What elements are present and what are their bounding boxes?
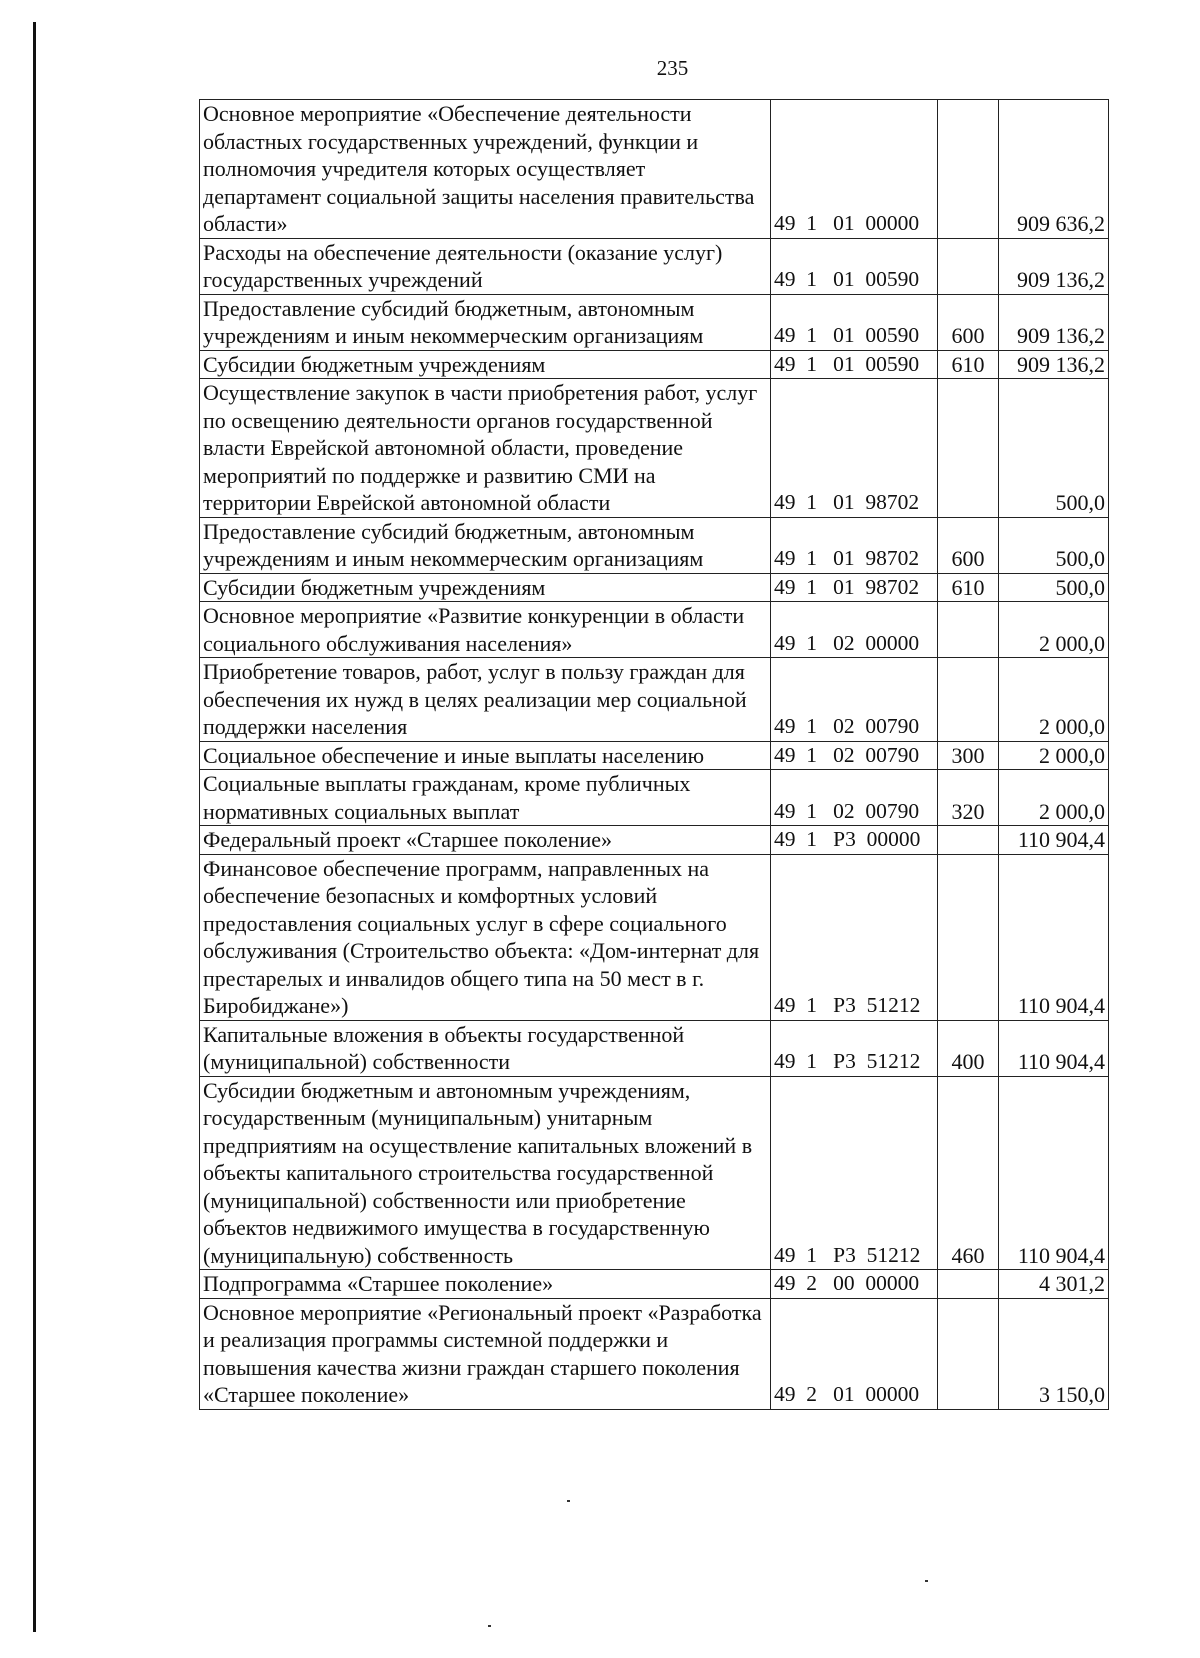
row-target-code: 49 1 01 00590 <box>771 294 938 350</box>
row-target-code: 49 1 01 00000 <box>771 100 938 239</box>
row-amount: 500,0 <box>999 379 1109 518</box>
table-row <box>200 294 1109 350</box>
row-amount: 909 136,2 <box>999 294 1109 350</box>
table-row <box>200 238 1109 294</box>
row-target-code: 49 1 P3 00000 <box>771 826 938 855</box>
table-row <box>200 573 1109 602</box>
table-row <box>200 517 1109 573</box>
row-name: Субсидии бюджетным учреждениям <box>200 573 771 602</box>
row-expense-type <box>938 658 999 742</box>
row-target-code: 49 1 01 98702 <box>771 379 938 518</box>
row-amount: 110 904,4 <box>999 1076 1109 1270</box>
row-target-code: 49 1 02 00790 <box>771 658 938 742</box>
row-name: Предоставление субсидий бюджетным, автономным учреждениям и иным некоммерческим организациям <box>200 517 771 573</box>
row-expense-type <box>938 854 999 1020</box>
row-expense-type: 400 <box>938 1020 999 1076</box>
row-name: Подпрограмма «Старшее поколение» <box>200 1270 771 1299</box>
row-amount: 2 000,0 <box>999 658 1109 742</box>
row-expense-type: 600 <box>938 294 999 350</box>
table-row <box>200 350 1109 379</box>
row-name: Финансовое обеспечение программ, направленных на обеспечение безопасных и комфортных условий предоставления социальных услуг в сфере социального обслуживания (Строительство объекта: «Дом-интернат для престарелых и инвалидов общего типа на 50 мест в г. Биробиджане») <box>200 854 771 1020</box>
row-name: Субсидии бюджетным и автономным учреждениям, государственным (муниципальным) унитарным предприятиям на осуществление капитальных вложений в объекты капитального строительства государственной (муниципальной) собственности или приобретение объектов недвижимого имущества в государственную (муниципальную) собственность <box>200 1076 771 1270</box>
row-amount: 500,0 <box>999 573 1109 602</box>
row-name: Субсидии бюджетным учреждениям <box>200 350 771 379</box>
scan-speck <box>488 1625 491 1627</box>
row-name: Капитальные вложения в объекты государственной (муниципальной) собственности <box>200 1020 771 1076</box>
row-target-code: 49 1 01 00590 <box>771 238 938 294</box>
row-expense-type <box>938 379 999 518</box>
row-name: Основное мероприятие «Обеспечение деятельности областных государственных учреждений, функции и полномочия учредителя которых осуществляет департамент социальной защиты населения правительства области» <box>200 100 771 239</box>
row-expense-type: 460 <box>938 1076 999 1270</box>
row-amount: 110 904,4 <box>999 1020 1109 1076</box>
table-row <box>200 1076 1109 1270</box>
row-target-code: 49 2 01 00000 <box>771 1298 938 1409</box>
row-amount: 110 904,4 <box>999 826 1109 855</box>
row-name: Предоставление субсидий бюджетным, автономным учреждениям и иным некоммерческим организациям <box>200 294 771 350</box>
row-name: Основное мероприятие «Развитие конкуренции в области социального обслуживания населения» <box>200 602 771 658</box>
table-row <box>200 1298 1109 1409</box>
row-target-code: 49 1 P3 51212 <box>771 1020 938 1076</box>
row-expense-type <box>938 602 999 658</box>
table-row <box>200 100 1109 239</box>
row-name: Социальные выплаты гражданам, кроме публичных нормативных социальных выплат <box>200 770 771 826</box>
row-expense-type: 600 <box>938 517 999 573</box>
row-expense-type <box>938 238 999 294</box>
row-target-code: 49 1 02 00790 <box>771 741 938 770</box>
scan-speck <box>925 1580 928 1582</box>
row-target-code: 49 1 02 00000 <box>771 602 938 658</box>
table-row <box>200 379 1109 518</box>
row-target-code: 49 1 01 98702 <box>771 573 938 602</box>
row-name: Социальное обеспечение и иные выплаты населению <box>200 741 771 770</box>
row-amount: 4 301,2 <box>999 1270 1109 1299</box>
budget-table-body <box>200 100 1109 1410</box>
row-name: Осуществление закупок в части приобретения работ, услуг по освещению деятельности органов государственной власти Еврейской автономной области, проведение мероприятий по поддержке и развитию СМИ на территории Еврейской автономной области <box>200 379 771 518</box>
row-amount: 909 136,2 <box>999 238 1109 294</box>
row-amount: 2 000,0 <box>999 602 1109 658</box>
row-amount: 2 000,0 <box>999 770 1109 826</box>
row-target-code: 49 1 P3 51212 <box>771 1076 938 1270</box>
table-row <box>200 741 1109 770</box>
row-expense-type: 610 <box>938 350 999 379</box>
table-row <box>200 770 1109 826</box>
row-amount: 500,0 <box>999 517 1109 573</box>
row-target-code: 49 1 01 98702 <box>771 517 938 573</box>
row-expense-type: 300 <box>938 741 999 770</box>
table-row <box>200 1270 1109 1299</box>
row-target-code: 49 1 P3 51212 <box>771 854 938 1020</box>
table-row <box>200 602 1109 658</box>
row-expense-type: 610 <box>938 573 999 602</box>
row-amount: 909 636,2 <box>999 100 1109 239</box>
row-amount: 909 136,2 <box>999 350 1109 379</box>
table-row <box>200 826 1109 855</box>
scan-speck <box>567 1500 570 1502</box>
row-target-code: 49 2 00 00000 <box>771 1270 938 1299</box>
page-number: 235 <box>656 56 689 80</box>
row-expense-type <box>938 100 999 239</box>
row-name: Основное мероприятие «Региональный проект «Разработка и реализация программы системной поддержки и повышения качества жизни граждан старшего поколения «Старшее поколение» <box>200 1298 771 1409</box>
row-expense-type <box>938 1270 999 1299</box>
row-expense-type <box>938 826 999 855</box>
row-amount: 3 150,0 <box>999 1298 1109 1409</box>
budget-table <box>199 99 1109 1410</box>
row-target-code: 49 1 01 00590 <box>771 350 938 379</box>
row-amount: 2 000,0 <box>999 741 1109 770</box>
row-expense-type: 320 <box>938 770 999 826</box>
row-target-code: 49 1 02 00790 <box>771 770 938 826</box>
table-row <box>200 1020 1109 1076</box>
row-amount: 110 904,4 <box>999 854 1109 1020</box>
left-margin-line <box>33 22 36 1632</box>
row-name: Приобретение товаров, работ, услуг в пользу граждан для обеспечения их нужд в целях реализации мер социальной поддержки населения <box>200 658 771 742</box>
table-row <box>200 658 1109 742</box>
table-row <box>200 854 1109 1020</box>
row-expense-type <box>938 1298 999 1409</box>
row-name: Федеральный проект «Старшее поколение» <box>200 826 771 855</box>
row-name: Расходы на обеспечение деятельности (оказание услуг) государственных учреждений <box>200 238 771 294</box>
